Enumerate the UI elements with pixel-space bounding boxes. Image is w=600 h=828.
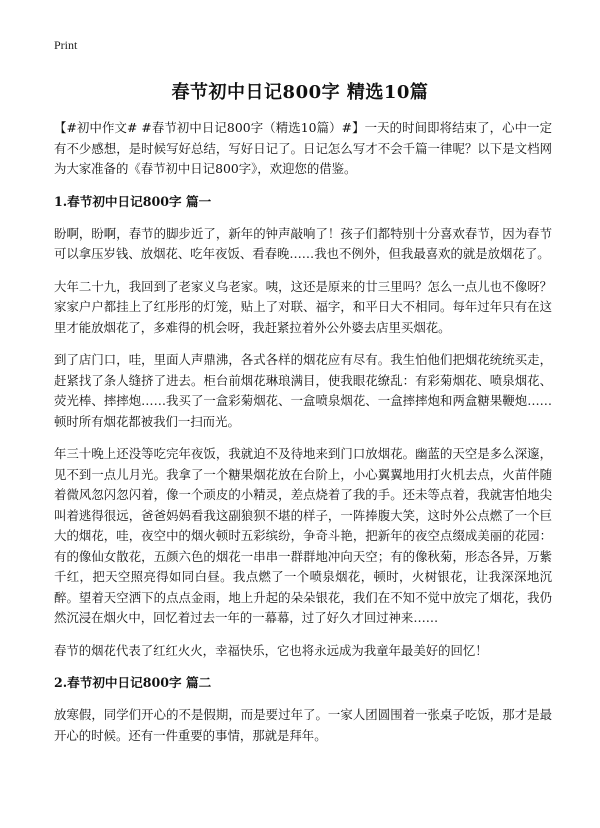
intro-paragraph: 【#初中作文# #春节初中日记800字（精选10篇）#】一天的时间即将结束了，心中一定有不少感想，是时候写好总结，写好日记了。日记怎么写才不会千篇一律呢？以下是文档网为大家准备的《春节初中日记800字》，欢迎您的借鉴。 [54, 120, 552, 176]
section-1-paragraph-4: 年三十晚上还没等吃完年夜饭，我就迫不及待地来到门口放烟花。幽蓝的天空是多么深邃，见不到一点儿月光。我拿了一个糖果烟花放在台阶上，小心翼翼地用打火机去点，火苗伴随着微风忽闪忽闪着，像一个顽皮的小精灵，差点烧着了我的手。还未等点着，我就害怕地尖叫着逃得很远，爸爸妈妈看我这副狼狈不堪的样子，一阵捧腹大笑，这时外公点燃了一个巨大的烟花，哇，夜空中的烟火顿时五彩缤纷，争奇斗艳，把新年的夜空点缀成美丽的花园：有的像仙女散花，五颜六色的烟花一串串一群群地冲向天空；有的像秋菊，形态各异，万紫千红，把天空照亮得如同白昼。我点燃了一个喷泉烟花，顿时，火树银花，让我深深地沉醉。望着天空洒下的点点金雨，地上升起的朵朵银花，我们在不知不觉中放完了烟花，我仍然沉浸在烟火中，回忆着过去一年的一幕幕，过了好久才回过神来…… [54, 446, 552, 625]
section-1-paragraph-1: 盼啊，盼啊，春节的脚步近了，新年的钟声敲响了！孩子们都特别十分喜欢春节，因为春节可以拿压岁钱、放烟花、吃年夜饭、看春晚……我也不例外，但我最喜欢的就是放烟花了。 [54, 225, 552, 261]
section-2-paragraph-1: 放寒假，同学们开心的不是假期，而是要过年了。一家人团圆围着一张桌子吃饭，那才是最开心的时候。还有一件重要的事情，那就是拜年。 [54, 707, 552, 743]
article-body [54, 118, 552, 758]
section-heading-2: 2.春节初中日记800字 篇二 [54, 675, 212, 690]
section-heading-1: 1.春节初中日记800字 篇一 [54, 193, 212, 209]
page-title: 春节初中日记800字 精选10篇 [171, 82, 429, 103]
section-1-paragraph-3: 到了店门口，哇，里面人声鼎沸，各式各样的烟花应有尽有。我生怕他们把烟花统统买走，赶紧找了条人缝挤了进去。柜台前烟花琳琅满目，使我眼花缭乱：有彩菊烟花、喷泉烟花、荧光棒、摔摔炮……我买了一盒彩菊烟花、一盒喷泉烟花、一盒摔摔炮和两盒糖果鞭炮……顿时所有烟花都被我们一扫而光。 [54, 352, 552, 429]
print-link[interactable]: Print [54, 38, 78, 52]
section-1-paragraph-2: 大年二十九，我回到了老家义乌老家。咦，这还是原来的廿三里吗？怎么一点儿也不像呀？家家户户都挂上了红彤彤的灯笼，贴上了对联、福字，和平日大不相同。每年过年只有在这里才能放烟花了，多难得的机会呀，我赶紧拉着外公外婆去店里买烟花。 [54, 278, 552, 335]
section-1-paragraph-5: 春节的烟花代表了红红火火，幸福快乐，它也将永远成为我童年最美好的回忆！ [54, 642, 488, 658]
